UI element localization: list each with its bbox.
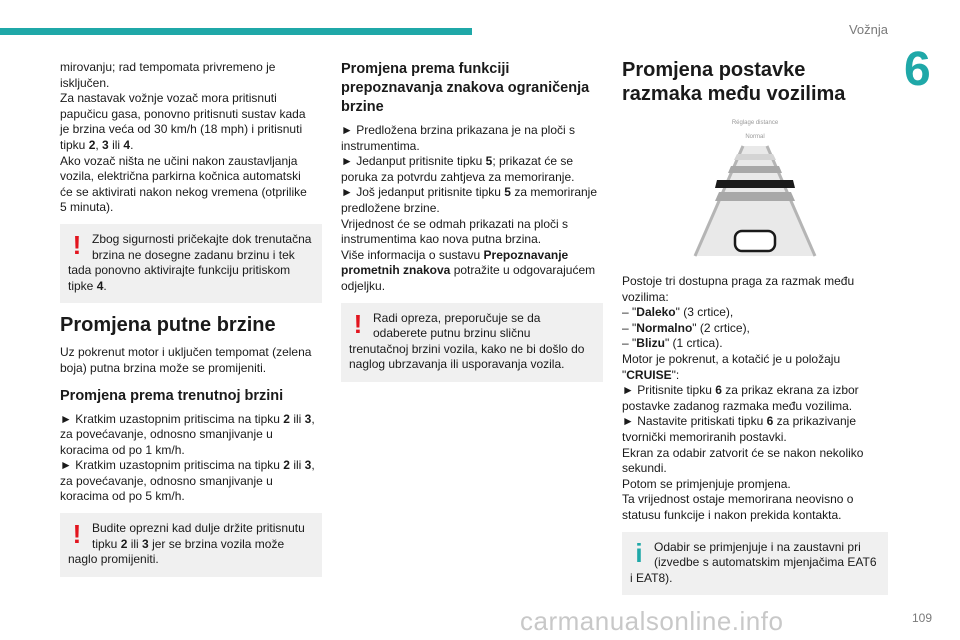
info-notice: i Odabir se primjenjuje i na zaustavni pri (izvedbe s automatskim mjenjačima EAT6 i EAT8). xyxy=(622,532,888,596)
section-heading: Promjena putne brzine xyxy=(60,314,276,337)
paragraph: Više informacija o sustavu Prepoznavanje prometnih znakova potražite u odgovarajućem odjeljku. xyxy=(341,247,596,293)
section-heading: Promjena postavke razmaka među vozilima xyxy=(622,59,846,105)
paragraph: Motor je pokrenut, a kotačić je u položaju xyxy=(622,351,841,366)
distance-dash-normal xyxy=(728,166,782,173)
column-3 xyxy=(622,58,888,605)
figure-title: Réglage distance xyxy=(731,120,779,126)
figure-subtitle: Normal xyxy=(745,134,765,140)
speed-intro: Uz pokrenut motor i uključen tempomat (zelena boja) putna brzina može se promijeniti. xyxy=(60,345,312,375)
exclamation-warning-icon: ! xyxy=(353,308,363,339)
paragraph: Postoje tri dostupna praga za razmak među vozilima: xyxy=(622,274,855,304)
warning-notice: ! Radi opreza, preporučuje se da odaberete putnu brzinu sličnu trenutačnoj brzini vozila, kako ne bi došlo do naglog ubrzavanja ili usporavanja vozila. xyxy=(341,303,603,382)
paragraph: Vrijednost će se odmah prikazati na ploči s instrumentima kao nova putna brzina. xyxy=(341,216,569,247)
distance-dash-close xyxy=(715,192,795,201)
step-text: ► Kratkim uzastopnim pritiscima na tipku 2 ili 3, za povećavanje, odnosno smanjivanje u koracima od po 5 km/h. xyxy=(60,458,315,504)
step-text: ► Kratkim uzastopnim pritiscima na tipku 2 ili 3, za povećavanje, odnosno smanjivanje u koracima od po 1 km/h. xyxy=(60,411,315,457)
page-number: 109 xyxy=(911,611,932,625)
chapter-number: 6 xyxy=(904,43,931,96)
distance-selector-bar xyxy=(715,180,795,188)
paragraph: ► Pritisnite tipku 6 za prikaz ekrana za izbor postavke zadanog razmaka među vozilima. xyxy=(622,383,859,413)
column-2 xyxy=(341,60,603,392)
subsection-heading: Promjena prema trenutnoj brzini xyxy=(60,387,284,404)
paragraph: Potom se primjenjuje promjena. xyxy=(622,476,791,491)
exclamation-warning-icon: ! xyxy=(72,229,82,260)
intro-text: mirovanju; rad tempomata privremeno je isključen. Za nastavak vožnje vozač mora pritisnuti papučicu gasa, ponovno pritisnuti sustav kada je brzina veća od 30 km/h (18 mph) i pritisnuti tipku 2, 3 ili 4. Ako vozač ništa ne učini nakon zaustavljanja vozila, električna parkirna kočnica automatski će se aktivirati nakon nekog vremena (otprilike 5 minuta). xyxy=(60,60,322,216)
section-name: Vožnja xyxy=(848,22,888,37)
option-close: – "Blizu" (1 crtica). xyxy=(622,336,723,351)
watermark: carmanualsonline.info xyxy=(520,606,784,636)
paragraph: Ekran za odabir zatvorit će se nakon nekoliko sekundi. xyxy=(622,445,864,476)
cruise-label: "CRUISE": xyxy=(622,367,680,382)
distance-setting-illustration xyxy=(655,116,855,266)
paragraph: ► Još jedanput pritisnite tipku 5 za memoriranje predložene brzine. xyxy=(341,185,598,215)
header-accent-bar xyxy=(0,28,472,35)
paragraph: Ta vrijednost ostaje memorirana neovisno o statusu funkcije i nakon prekida kontakta. xyxy=(622,492,854,522)
car-outline-icon xyxy=(735,231,775,251)
paragraph: ► Jedanput pritisnite tipku 5; prikazat će se poruka za potvrdu zahtjeva za memoriranje. xyxy=(341,154,575,184)
option-normal: – "Normalno" (2 crtice), xyxy=(622,320,750,335)
exclamation-warning-icon: ! xyxy=(72,519,82,550)
paragraph: ► Nastavite pritiskati tipku 6 za prikazivanje tvornički memoriranih postavki. xyxy=(622,414,856,444)
info-icon: i xyxy=(635,537,643,568)
warning-notice: ! Zbog sigurnosti pričekajte dok trenutačna brzina ne dosegne zadanu brzinu i tek tada ponovno aktivirajte funkciju pritiskom tipke 4. xyxy=(60,224,322,303)
option-far: – "Daleko" (3 crtice), xyxy=(622,305,734,320)
paragraph: ► Predložena brzina prikazana je na ploči s instrumentima. xyxy=(341,123,576,153)
distance-dash-far xyxy=(734,154,776,160)
warning-notice: ! Budite oprezni kad dulje držite pritisnutu tipku 2 ili 3 jer se brzina vozila može naglo promijeniti. xyxy=(60,513,322,577)
column-1 xyxy=(60,60,322,587)
subsection-heading: Promjena prema funkciji prepoznavanja znakova ograničenja brzine xyxy=(341,61,590,115)
keys-line: tipku 2, 3 ili 4. xyxy=(60,137,134,152)
